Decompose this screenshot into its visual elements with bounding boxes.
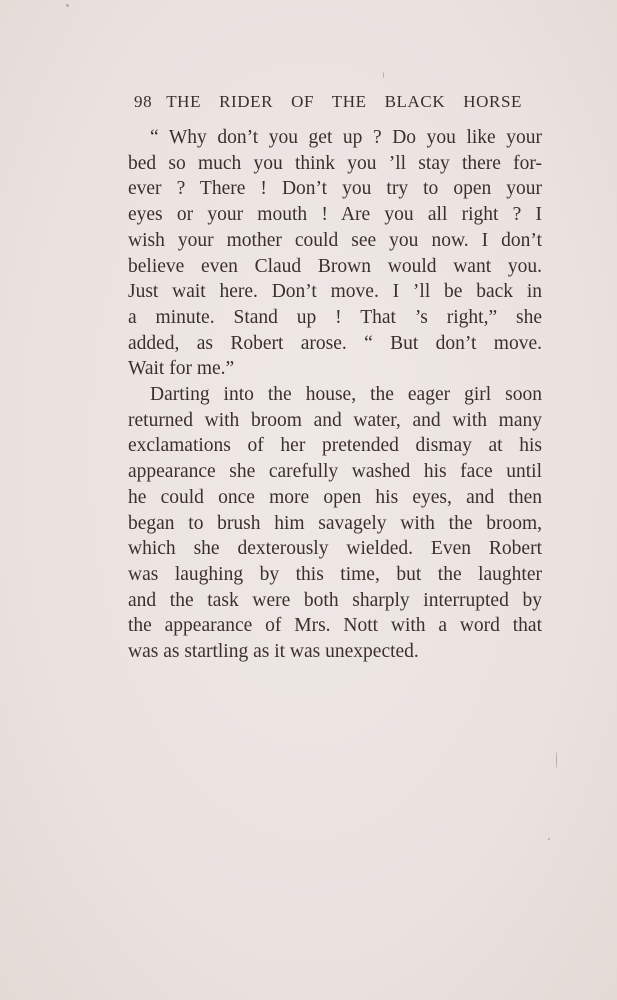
text-line: appearance she carefully washed his face until [128,461,542,483]
paper-speck [383,72,384,78]
text-line: Just wait here. Don’t move. I ’ll be back in [128,281,542,303]
paper-speck [556,752,557,768]
paragraph [128,125,542,382]
text-line: Wait for me.” [128,358,235,380]
text-line: believe even Claud Brown would want you. [128,255,542,277]
page-number: 98 [134,92,153,111]
text-line: a minute. Stand up ! That ’s right,” she [128,306,542,328]
text-line: eyes or your mouth ! Are you all right ? I [128,204,542,226]
running-title: THE RIDER OF THE BLACK HORSE [166,92,522,111]
text-line: and the task were both sharply interrupted by [128,589,542,611]
text-line: Darting into the house, the eager girl soon [150,384,542,406]
text-line: exclamations of her pretended dismay at his [128,435,542,457]
text-line: he could once more open his eyes, and then [128,486,542,508]
paper-speck [548,838,550,840]
text-line: “ Why don’t you get up ? Do you like your [150,127,542,148]
running-head [134,92,522,112]
text-line: ever ? There ! Don’t you try to open your [128,178,542,200]
text-line: the appearance of Mrs. Nott with a word that [128,615,542,637]
text-line: bed so much you think you ’ll stay there for- [128,152,542,174]
text-line: was laughing by this time, but the laughter [128,563,542,585]
paper-speck [66,4,69,7]
paragraph [128,382,542,665]
text-line: wish your mother could see you now. I don’t [128,229,542,251]
text-line: added, as Robert arose. “ But don’t move. [128,332,542,354]
text-line: which she dexterously wielded. Even Robert [128,538,542,560]
text-line: returned with broom and water, and with many [128,409,542,431]
body-text [128,125,542,665]
text-line: was as startling as it was unexpected. [128,641,419,663]
text-line: began to brush him savagely with the broom, [128,512,542,534]
